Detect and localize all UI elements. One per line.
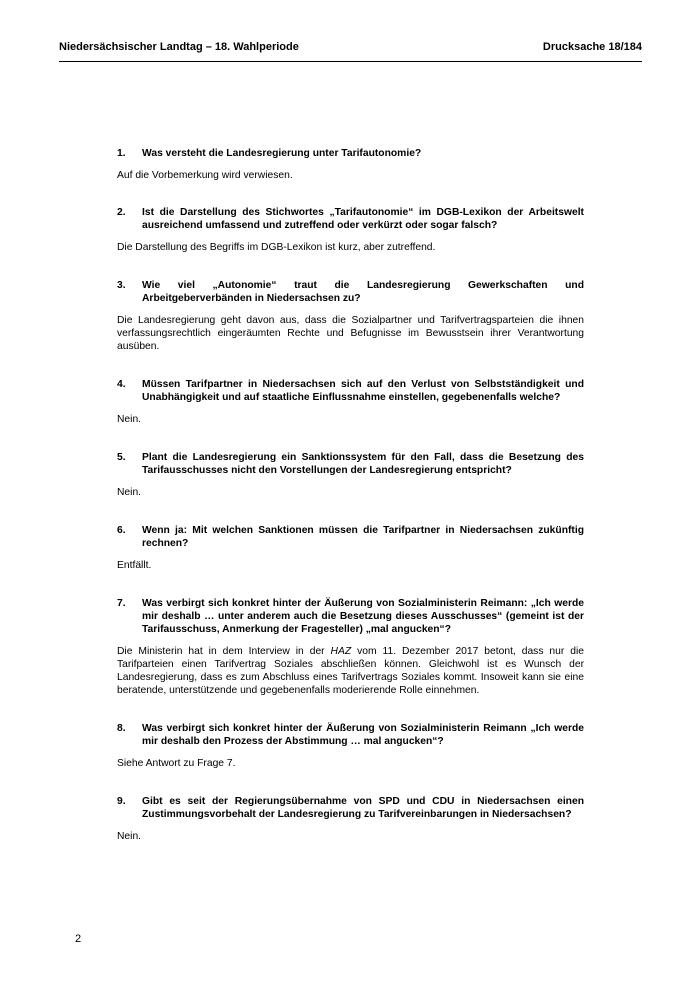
question-number: 9. <box>117 796 126 807</box>
qa-item-4 <box>117 378 584 426</box>
question-number: 5. <box>117 452 126 463</box>
question-text: Was verbirgt sich konkret hinter der Äußerung von Sozialministerin Reimann „Ich werde mir deshalb den Prozess der Abstimmung … mal angucken“? <box>142 723 584 747</box>
question <box>117 279 584 305</box>
answer: Nein. <box>117 487 142 498</box>
question-number: 3. <box>117 280 126 291</box>
question-text: Was verbirgt sich konkret hinter der Äußerung von Sozialministerin Reimann: „Ich werde mir deshalb … unter anderem auch die Besetzung dieses Ausschusses“ (gemeint ist der Tarifausschuss, Anmerkung der Fragesteller) „mal angucken“? <box>142 598 584 635</box>
qa-item-1 <box>117 147 584 182</box>
question <box>117 597 584 636</box>
question-text: Ist die Darstellung des Stichwortes „Tarifautonomie“ im DGB-Lexikon der Arbeitswelt ausreichend umfassend und zutreffend oder verkürzt oder sogar falsch? <box>142 207 584 231</box>
answer: Entfällt. <box>117 560 152 571</box>
question-number: 2. <box>117 207 126 218</box>
answer: Nein. <box>117 831 142 842</box>
question <box>117 451 584 477</box>
answer-text-end: vom 11. Dezember 2017 betont, dass nur die Tarifparteien einen Tarifvertrag Soziales abschließen können. Gleichwohl ist es Wunsch der Landesregierung, dass es zum Abschluss eines Tarifvertrags Soziales kommt. Insoweit kann sie eine beratende, unterstützende und gegebenenfalls moderierende Rolle einnehmen. <box>117 646 584 696</box>
qa-item-2 <box>117 206 584 254</box>
answer: Die Darstellung des Begriffs im DGB-Lexikon ist kurz, aber zutreffend. <box>117 242 436 253</box>
page-header <box>59 40 642 54</box>
newspaper-name: HAZ <box>330 646 352 657</box>
question <box>117 147 584 160</box>
answer: Die Landesregierung geht davon aus, dass die Sozialpartner und Tarifvertragsparteien die ihnen verfassungsrechtlich eingeräumten Rechte und Befugnisse im Bewusstsein ihrer Verantwortung ausüben. <box>117 315 584 352</box>
qa-item-9 <box>117 795 584 843</box>
question-text: Plant die Landesregierung ein Sanktionssystem für den Fall, dass die Besetzung des Tarifausschusses nicht den Vorstellungen der Landesregierung entspricht? <box>142 452 584 476</box>
qa-item-8 <box>117 722 584 770</box>
header-print-number: Drucksache 18/184 <box>542 41 642 53</box>
answer-text-start: Die Ministerin hat in dem Interview in der <box>117 646 331 657</box>
question-number: 4. <box>117 379 126 390</box>
question <box>117 206 584 232</box>
answer <box>117 645 584 697</box>
question-text: Wenn ja: Mit welchen Sanktionen müssen die Tarifpartner in Niedersachsen zukünftig rechnen? <box>142 525 584 549</box>
question-number: 8. <box>117 723 126 734</box>
header-divider <box>59 61 642 62</box>
answer: Siehe Antwort zu Frage 7. <box>117 758 236 769</box>
header-title: Niedersächsischer Landtag – 18. Wahlperiode <box>59 41 299 53</box>
page-number: 2 <box>75 933 82 945</box>
question-number: 1. <box>117 148 126 159</box>
question <box>117 795 584 821</box>
question-text: Wie viel „Autonomie“ traut die Landesregierung Gewerkschaften und Arbeitgeberverbänden in Niedersachsen zu? <box>142 280 584 304</box>
question <box>117 524 584 550</box>
question <box>117 722 584 748</box>
qa-item-3 <box>117 279 584 353</box>
answer: Auf die Vorbemerkung wird verwiesen. <box>117 170 293 181</box>
question-text: Was versteht die Landesregierung unter Tarifautonomie? <box>142 148 422 159</box>
qa-item-7 <box>117 597 584 697</box>
question-text: Müssen Tarifpartner in Niedersachsen sich auf den Verlust von Selbstständigkeit und Unabhängigkeit und auf staatliche Einflussnahme einstellen, gegebenenfalls welche? <box>142 379 584 403</box>
question <box>117 378 584 404</box>
answer: Nein. <box>117 414 142 425</box>
question-number: 6. <box>117 525 126 536</box>
question-number: 7. <box>117 598 126 609</box>
qa-item-6 <box>117 524 584 572</box>
qa-item-5 <box>117 451 584 499</box>
question-text: Gibt es seit der Regierungsübernahme von SPD und CDU in Niedersachsen einen Zustimmungsvorbehalt der Landesregierung zu Tarifvereinbarungen in Niedersachsen? <box>142 796 584 820</box>
